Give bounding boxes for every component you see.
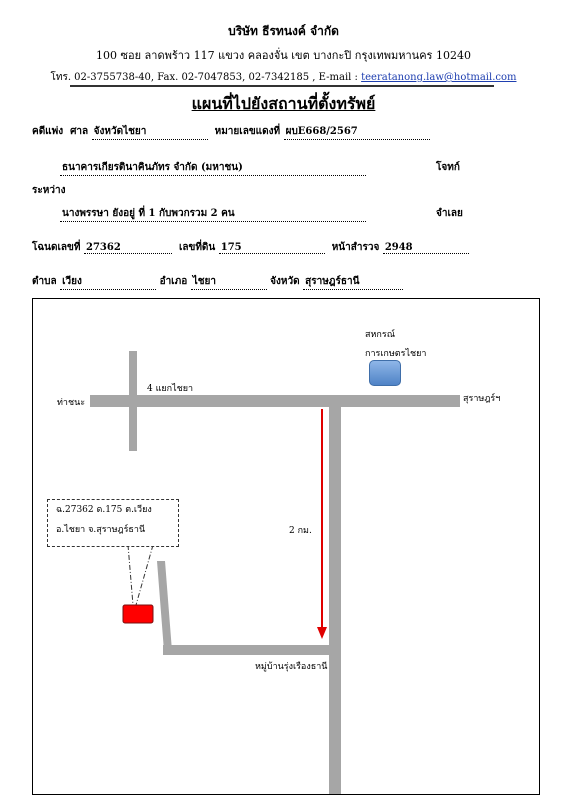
page-title: แผนที่ไปยังสถานที่ตั้งทรัพย์	[191, 94, 376, 113]
red-no-label: หมายเลขแดงที่	[214, 126, 281, 137]
company-address: 100 ซอย ลาดพร้าว 117 แขวง คลองจั่น เขต บางกะปิ กรุงเทพมหานคร 10240	[96, 49, 471, 62]
court-label: ศาล	[70, 126, 89, 137]
survey-value: 2948	[383, 242, 469, 254]
plaintiff-role: โจทก์	[436, 162, 460, 173]
property-marker	[123, 605, 153, 623]
header-divider	[70, 85, 494, 87]
defendant-row	[60, 206, 366, 222]
red-no-value: ผบE668/2567	[284, 124, 430, 140]
location-map	[32, 298, 540, 795]
coop-label-line2: การเกษตรไชยา	[365, 349, 427, 359]
land-no-value: 175	[219, 242, 325, 254]
plaintiff-row	[60, 160, 366, 176]
defendant-name: นางพรรษา ยังอยู่ ที่ 1 กับพวกรวม 2 คน	[60, 206, 366, 222]
plaintiff-name: ธนาคารเกียรตินาคินภัทร จำกัด (มหาชน)	[60, 160, 366, 176]
cross-road	[129, 351, 137, 451]
district-value: ไชยา	[191, 274, 267, 290]
deed-label: โฉนดเลขที่	[32, 242, 81, 253]
road-west-label: ท่าชนะ	[57, 398, 86, 408]
coop-label-line1: สหกรณ์	[365, 330, 396, 340]
case-type-label: คดีแพ่ง	[32, 126, 64, 137]
property-callout	[47, 499, 179, 547]
province-value: สุราษฎร์ธานี	[303, 274, 403, 290]
access-road	[157, 561, 172, 651]
subdistrict-label: ตำบล	[32, 276, 57, 287]
property-callout-line2: อ.ไชยา จ.สุราษฎร์ธานี	[56, 525, 146, 535]
subdistrict-value: เวียง	[60, 274, 156, 290]
case-row	[32, 124, 430, 140]
survey-label: หน้าสำรวจ	[331, 242, 380, 253]
deed-row	[32, 240, 469, 255]
email-link[interactable]: teeratanong.law@hotmail.com	[361, 72, 517, 83]
road-east-label: สุราษฎร์ฯ	[463, 394, 501, 404]
company-name: บริษัท ธีรทนงค์ จำกัด	[228, 24, 339, 38]
land-no-label: เลขที่ดิน	[178, 242, 216, 253]
contact-text: โทร. 02-3755738-40, Fax. 02-7047853, 02-7342185 , E-mail :	[50, 72, 362, 83]
defendant-role: จำเลย	[436, 208, 463, 219]
deed-value: 27362	[84, 242, 172, 254]
court-value: จังหวัดไชยา	[92, 124, 208, 140]
coop-marker	[369, 360, 401, 386]
callout-leader-1	[128, 545, 133, 605]
province-label: จังหวัด	[270, 276, 300, 287]
location-row	[32, 274, 403, 290]
south-road	[329, 395, 341, 794]
callout-leader-2	[136, 545, 153, 605]
intersection-label: 4 แยกไชยา	[147, 384, 194, 394]
village-road	[163, 645, 341, 655]
property-callout-line1: ฉ.27362 ด.175 ต.เวียง	[56, 505, 152, 515]
between-label: ระหว่าง	[32, 185, 66, 196]
district-label: อำเภอ	[159, 276, 188, 287]
village-label: หมู่บ้านรุ่งเรืองธานี	[255, 662, 328, 672]
company-contact	[0, 70, 567, 85]
main-road	[90, 395, 460, 407]
distance-label: 2 กม.	[289, 526, 312, 536]
route-arrow-head	[317, 627, 327, 639]
